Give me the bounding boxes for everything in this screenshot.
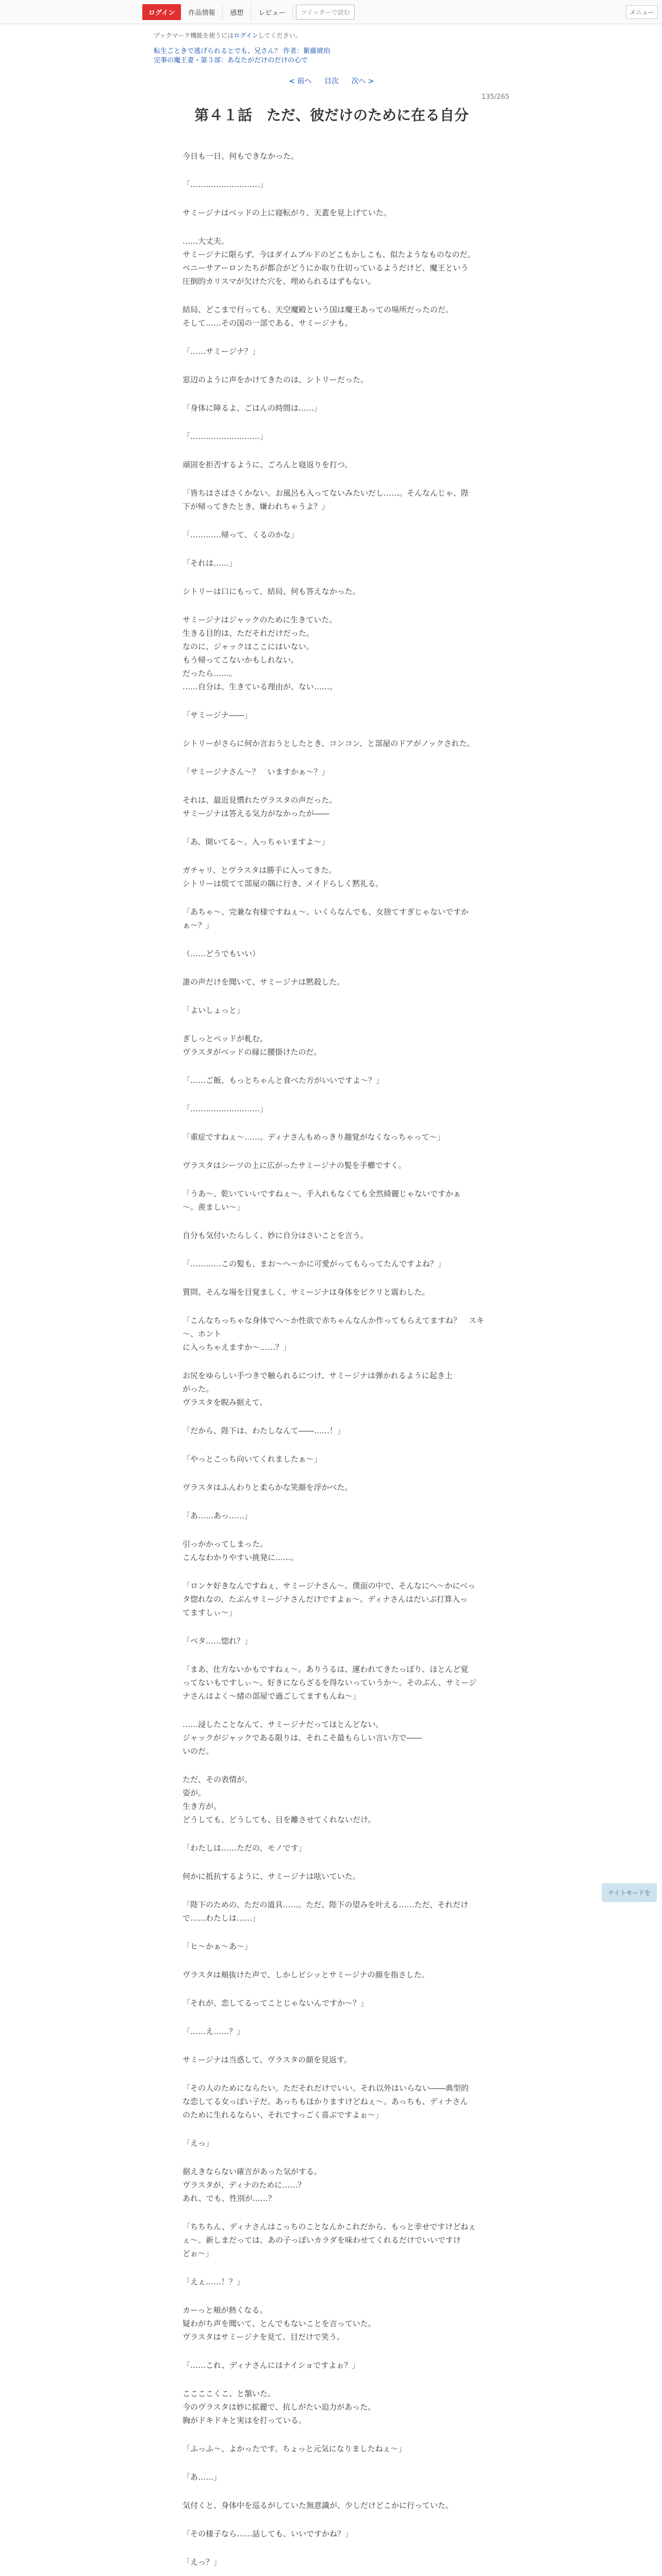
notice-prefix: ブックマーク機能を使うには <box>154 32 234 39</box>
novel-paragraph: それは、最近見慣れたヴラスタの声だった。 サミージナは答える気力がなかったが―― <box>183 795 337 818</box>
novel-paragraph: カーっと頬が熱くなる。 疑わがち声を聞いて、とんでもないことを言っていた。 ヴラスタはサミージナを見て、目だけで笑う。 <box>183 2306 376 2342</box>
novel-paragraph: 「わたしは……ただの、モノです」 <box>183 1843 306 1853</box>
novel-paragraph: 「ちちちん、ディナさんはこっちのことなんかこれだから、もっと幸せですけどねぇ ぇ～。新しまだっては、あの子っぽいカラダを味わせてくれるだけでいいですけ どぉ～」 <box>183 2222 476 2258</box>
night-mode-button[interactable]: ナイトモードを <box>602 1883 657 1902</box>
novel-paragraph: 「ふっふ～、よかったです。ちょっと元気になりましたねぇ～」 <box>183 2444 406 2453</box>
novel-paragraph: 自分も気付いたらしく、妙に自分はさいことを言う。 <box>183 1231 368 1240</box>
main-content <box>154 31 509 2576</box>
novel-paragraph: 頑固を拒否するように、ごろんと寝返りを打つ。 <box>183 460 353 469</box>
novel-paragraph: ヴラスタはシーツの上に広がったサミージナの髪を手櫛ですく。 <box>183 1161 406 1170</box>
novel-paragraph: 「その人のためにならたい。ただそれだけでいい。それ以外はいらない――典型的 な恋してる女っぽい子だ。あっちもほかりますけどねぇ～。あっちも、ディナさん のために生れるならい、それですっごく喜ぶですよぉ～」 <box>183 2083 469 2120</box>
novel-paragraph: 「あちゃ～、完兼な有様ですねぇ～。いくらなんでも、女捨てすぎじゃないですか ぁ～？」 <box>183 907 469 930</box>
novel-paragraph: 今日も一日、何もできなかった。 <box>183 151 299 161</box>
notice-suffix: してください。 <box>258 32 302 39</box>
novel-paragraph: 据えきならない確言があった気がする。 ヴラスタが、ディナのために……？ あれ、でも、性別が……？ <box>183 2167 322 2203</box>
novel-paragraph: 「……え……？」 <box>183 2027 245 2036</box>
novel-paragraph: ただ、その表情が。 姿が。 生き方が。 どうしても、どうしても、目を離させてくれないだけ。 <box>183 1775 376 1824</box>
novel-paragraph: （……どうでもいい） <box>183 949 260 958</box>
novel-paragraph: 「陛下のための、ただの道具……。ただ、陛下の望みを叶える……ただ、それだけ で……わたしは……」 <box>183 1900 469 1923</box>
episode-title: 第４１話 ただ、彼だけのために在る自分 <box>194 107 469 124</box>
chapter-title-link[interactable]: 完事の魔王妻・第３部：あなたがだけのだけの心で <box>154 57 308 64</box>
novel-paragraph: ……大丈夫。 サミージナに限らず、今はダイムプルドのどこもかしこも、似たようなものなのだ。 ベニーサアーロンたちが都合がどうにか取り仕切っているようだけど、魔王という 圧倒的カリスマが欠けた穴を、埋められるはずもない。 <box>183 236 475 286</box>
novel-paragraph: 結局、どこまで行っても、天空魔殿という国は魔王あっての場所だったのだ。 そして……その国の一部である、サミージナも。 <box>183 305 453 328</box>
novel-body <box>154 149 509 2576</box>
novel-paragraph: 「えぇ……！？」 <box>183 2277 245 2286</box>
novel-paragraph: 「………………………」 <box>183 1104 268 1113</box>
novel-paragraph: 「よいしょっと」 <box>183 1006 245 1015</box>
pager <box>154 76 509 86</box>
novel-paragraph: 「うあ～、乾いていいですねぇ～。手入れもなくても全然綺麗じゃないですかぁ ～。羨ましい～」 <box>183 1189 461 1212</box>
login-button[interactable]: ログイン <box>142 4 181 20</box>
novel-paragraph: シトリーは口にもって、結局、何も答えなかった。 <box>183 587 360 596</box>
novel-paragraph: 「……これ、ディナさんにはナイショですよぉ？」 <box>183 2361 360 2370</box>
novel-paragraph: 窓辺のように声をかけてきたのは、シトリーだった。 <box>183 375 369 384</box>
novel-paragraph: シトリーがさらに何か言おうとしたとき、コンコン、と部屋のドアがノックされた。 <box>183 739 475 748</box>
novel-paragraph: 「……ご飯、もっとちゃんと食べた方がいいですよ～？」 <box>183 1076 384 1085</box>
novel-paragraph: 「ヒ～かぁ～あ～」 <box>183 1942 253 1951</box>
novel-paragraph: ガチャリ、とヴラスタは勝手に入ってきた。 シトリーは慌てて部屋の隅に行き、メイドらしく黙礼る。 <box>183 866 384 888</box>
novel-paragraph: 「………………………」 <box>183 180 268 189</box>
novel-paragraph: 「まあ、仕方ないかもですねぇ～。ありうるは、運われてきたっぽり、ほとんど覚 ってないもですしぃ～。好きにならざるを得ないっていうか～。そのぶん、サミージ ナさんはよく～緒の部屋で過ごしてますもんね～」 <box>183 1665 477 1701</box>
novel-paragraph: ヴラスタはふんわりと柔らかな笑顔を浮かべた。 <box>183 1483 353 1492</box>
novel-paragraph: 「身体に障るよ、ごはんの時間は……」 <box>183 403 322 413</box>
novel-paragraph: サミージナはジャックのために生きていた。 生きる目的は、ただそれだけだった。 なのに、ジャックはここにはいない。 もう帰ってこないかもしれない。 だったら……。 ……自分は、生きている理由が、ない……。 <box>183 615 338 691</box>
novel-paragraph: 「重症ですねぇ～……。ディナさんもめっきり趣覚がなくなっちゃって～」 <box>183 1132 445 1142</box>
novel-paragraph: 「サミージナさん～？ いますかぁ～？」 <box>183 767 329 776</box>
novel-paragraph: 「えっ」 <box>183 2139 214 2148</box>
novel-paragraph: 「…………帰って、くるのかな」 <box>183 530 299 539</box>
novel-paragraph: 「その様子なら……話しても、いいですかね？」 <box>183 2529 353 2538</box>
nav-work-info[interactable]: 作品情報 <box>181 4 223 20</box>
work-title-link[interactable]: 転生ごときで逃げられるとでも、兄さん？ 作者：紫藤琥珀 <box>154 47 330 55</box>
novel-paragraph: お尻をゆらしい手つきで触られるにつけ、サミージナは弾かれるように起き上 がった。 ヴラスタを睨み据えて、 <box>183 1371 453 1407</box>
notice-login-link[interactable]: ログイン <box>234 32 258 39</box>
nav-reviews[interactable]: レビュー <box>251 4 293 20</box>
novel-paragraph: サミージナはベッドの上に寝転がり、天蓋を見上げていた。 <box>183 208 391 217</box>
novel-paragraph: 「ロンケ好きなんですねぇ、サミージナさん～。僕面の中で、そんなにへ～かにべっ タ惚れなの、たぶんサミージナさんだけですよぉ～。ディナさんはだいぶ打算入っ てますしぃ～」 <box>183 1581 475 1617</box>
novel-paragraph: 「それは……」 <box>183 558 237 568</box>
novel-paragraph: 「皆ちはさばさくかない。お風呂も入ってないみたいだし……。そんなんじゃ、陛 下が帰ってきたとき、嫌われちゃうよ？」 <box>183 488 469 511</box>
novel-paragraph: 「それが、恋してるってことじゃないんですか～？」 <box>183 1998 369 2008</box>
novel-paragraph: ここここくこ、と頷いた。 今のヴラスタは妙に拡麗で、抗しがたい迫力があった。 胸がドキドキと実はを打っている。 <box>183 2389 376 2425</box>
novel-paragraph: 「えっ？」 <box>183 2557 222 2567</box>
episode-number: 135/265 <box>481 93 509 101</box>
novel-paragraph: 「サミージナ――」 <box>183 710 252 720</box>
next-link[interactable]: 次へ > <box>351 77 374 86</box>
novel-paragraph: 「あ、開いてる～。入っちゃいますよ～」 <box>183 837 329 846</box>
novel-paragraph: 「………………………」 <box>183 432 268 441</box>
novel-paragraph: 「あ……」 <box>183 2472 222 2482</box>
novel-paragraph: 質問、そんな場を目覚ましく、サミージナは身体をピクリと震わした。 <box>183 1287 430 1297</box>
bookmark-notice <box>154 31 509 40</box>
index-link[interactable]: 目次 <box>324 77 339 86</box>
twitter-share-button[interactable]: ツイッターで読む <box>296 5 354 20</box>
novel-paragraph: 「……サミージナ？」 <box>183 347 260 356</box>
novel-paragraph: ……浸したことなんて、サミージナだってほとんどない。 ジャックがジャックである限りは、それこそ最もらしい言い方で―― いのだ。 <box>183 1720 422 1756</box>
novel-paragraph: 「ベタ……惚れ？」 <box>183 1636 253 1646</box>
novel-paragraph: 「やっとこっち向いてくれましたぁ～」 <box>183 1454 322 1464</box>
novel-paragraph: 誰の声だけを聞いて、サミージナは黙殺した。 <box>183 977 345 987</box>
novel-paragraph: 「こんなちっちゃな身体でへ～か性欲で赤ちゃんなんか作ってもらえてますね？ スキ～、ホント に入っちゃえますか～……？」 <box>183 1316 485 1352</box>
novel-paragraph: ぎしっとベッドが軋む。 ヴラスタがベッドの縁に腰掛けたのだ。 <box>183 1034 322 1057</box>
novel-paragraph: 「あ……あっ……」 <box>183 1511 252 1520</box>
top-nav-left <box>142 4 355 20</box>
prev-link[interactable]: < 前へ <box>289 77 312 86</box>
novel-paragraph: 「…………この髪も、まお～へ～かに可愛がってもらってたんですよね？」 <box>183 1259 446 1268</box>
novel-paragraph: 引っかかってしまった。 こんなわかりやすい挑発に……。 <box>183 1539 299 1562</box>
top-nav-bar <box>0 0 662 24</box>
novel-paragraph: 何かに抵抗するように、サミージナは呟いていた。 <box>183 1872 360 1881</box>
novel-paragraph: 「だから、陛下は、わたしなんて――……！」 <box>183 1426 345 1435</box>
novel-paragraph: サミージナは当惑して、ヴラスタの顔を見返す。 <box>183 2055 352 2064</box>
nav-impressions[interactable]: 感想 <box>223 4 251 20</box>
novel-paragraph: ヴラスタは頬抜けた声で、しかしピシッとサミージナの顔を指さした。 <box>183 1970 429 1979</box>
menu-button[interactable]: メニュー <box>626 5 658 19</box>
novel-paragraph: 気付くと、身体中を巡るがしていた無意識が、少しだけどこかに行っていた。 <box>183 2501 454 2510</box>
